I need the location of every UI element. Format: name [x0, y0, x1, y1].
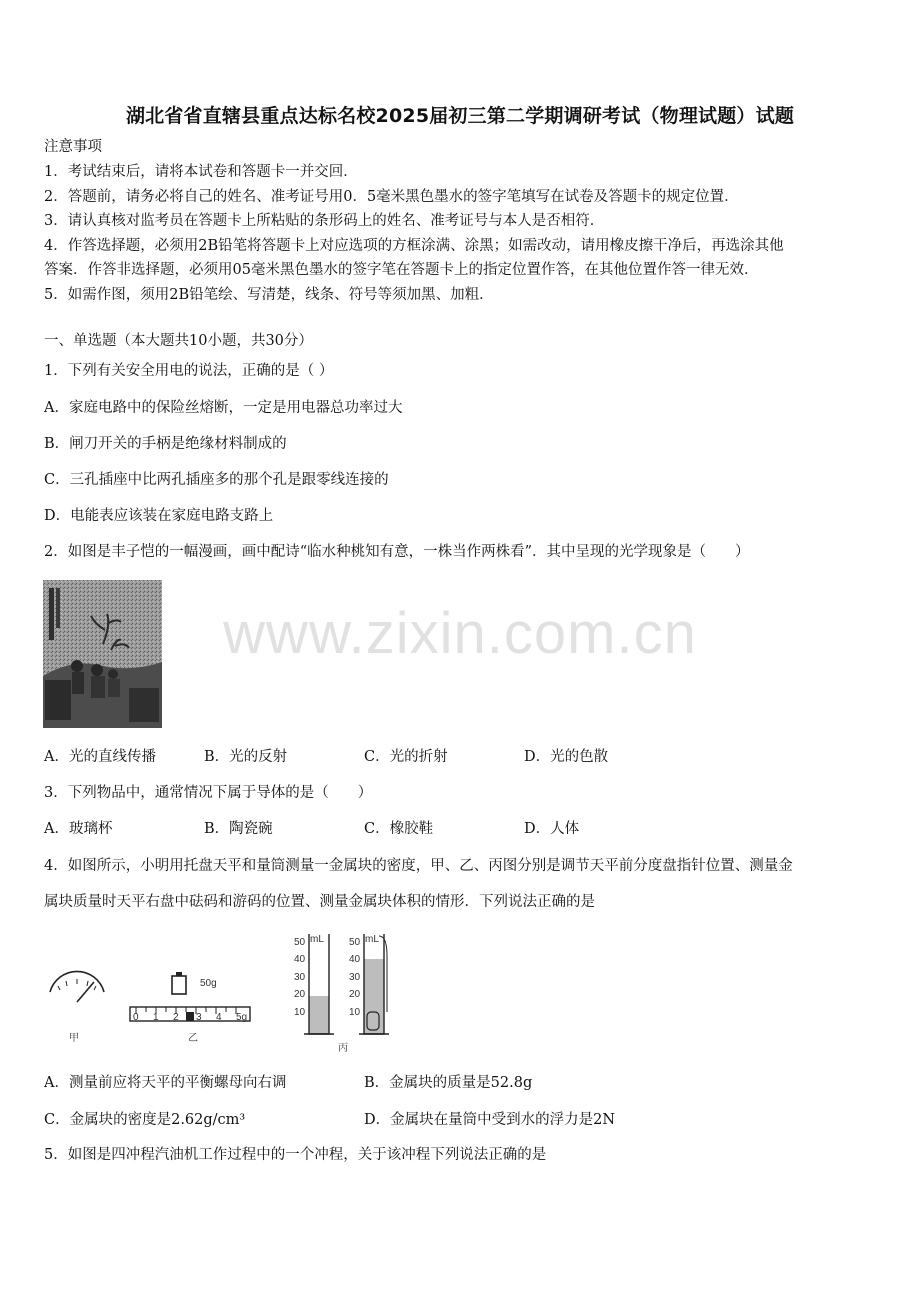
cylinder-unit: mL: [310, 934, 324, 945]
label-yi: 乙: [188, 1033, 198, 1044]
weight-label: 50g: [200, 978, 217, 989]
notice-item: 5．如需作图，须用2B铅笔绘、写清楚，线条、符号等须加黑、加粗．: [44, 287, 494, 303]
notice-item: 1．考试结束后，请将本试卷和答题卡一并交回．: [44, 164, 358, 180]
question-3-stem: 3．下列物品中，通常情况下属于导体的是（ ）: [44, 785, 373, 801]
question-5-stem: 5．如图是四冲程汽油机工作过程中的一个冲程，关于该冲程下列说法正确的是: [44, 1147, 547, 1163]
scale-dial-diagram: [50, 971, 104, 1044]
ruler-tick: 1: [153, 1012, 159, 1023]
question-2-option-b: B．光的反射: [204, 749, 288, 765]
section-heading: 一、单选题（本大题共10小题，共30分）: [44, 333, 313, 349]
notice-item: 3．请认真核对监考员在答题卡上所粘贴的条形码上的姓名、准考证号与本人是否相符．: [44, 213, 605, 229]
page-title: 湖北省省直辖县重点达标名校2025届初三第二学期调研考试（物理试题）试题: [125, 105, 795, 127]
question-4-stem-line1: 4．如图所示，小明用托盘天平和量筒测量一金属块的密度，甲、乙、丙图分别是调节天平前分度盘指针位置、测量金: [44, 858, 793, 874]
weight-ruler-diagram: [130, 972, 250, 1044]
cylinder-tick: 10: [294, 1007, 306, 1018]
ruler-tick: 0: [133, 1012, 139, 1023]
graduated-cylinders-diagram: [294, 934, 389, 1054]
ruler-tick: 3: [196, 1012, 202, 1023]
question-1-option-c: C．三孔插座中比两孔插座多的那个孔是跟零线连接的: [44, 472, 389, 488]
question-3-option-a: A．玻璃杯: [44, 821, 113, 837]
notice-item: 答案．作答非选择题，必须用05毫米黑色墨水的签字笔在答题卡上的指定位置作答，在其他位置作答一律无效．: [44, 262, 759, 278]
question-4-option-a: A．测量前应将天平的平衡螺母向右调: [44, 1075, 287, 1091]
cylinder-unit: mL: [365, 934, 379, 945]
question-2-stem: 2．如图是丰子恺的一幅漫画，画中配诗“临水种桃知有意，一株当作两株看”．其中呈现的光学现象是（ ）: [44, 544, 750, 560]
notice-item: 4．作答选择题，必须用2B铅笔将答题卡上对应选项的方框涂满、涂黑；如需改动，请用橡皮擦干净后，再选涂其他: [44, 238, 784, 254]
cylinder-tick: 20: [294, 989, 306, 1000]
cylinder-tick: 50: [294, 937, 306, 948]
question-4-option-c: C．金属块的密度是2.62g/cm³: [44, 1112, 246, 1128]
question-2-option-c: C．光的折射: [364, 749, 448, 765]
cylinder-tick: 50: [349, 937, 361, 948]
cylinder-tick: 10: [349, 1007, 361, 1018]
question-3-option-c: C．橡胶鞋: [364, 821, 434, 837]
notice-item: 2．答题前，请务必将自己的姓名、准考证号用0．5毫米黑色墨水的签字笔填写在试卷及答题卡的规定位置．: [44, 189, 739, 205]
cylinder-tick: 40: [349, 954, 361, 965]
question-1-option-d: D．电能表应该装在家庭电路支路上: [44, 508, 274, 524]
question-1-option-a: A．家庭电路中的保险丝熔断，一定是用电器总功率过大: [44, 400, 403, 416]
ruler-tick: 4: [216, 1012, 222, 1023]
notice-heading: 注意事项: [44, 139, 102, 155]
cylinder-tick: 20: [349, 989, 361, 1000]
question-4-option-d: D．金属块在量筒中受到水的浮力是2N: [364, 1112, 616, 1128]
question-1-stem: 1．下列有关安全用电的说法，正确的是（ ）: [44, 363, 334, 379]
question-4-option-b: B．金属块的质量是52.8g: [364, 1075, 533, 1091]
cylinder-tick: 30: [349, 972, 361, 983]
question-2-option-a: A．光的直线传播: [44, 749, 156, 765]
ruler-tick: 2: [173, 1012, 179, 1023]
question-1-option-b: B．闸刀开关的手柄是绝缘材料制成的: [44, 436, 287, 452]
cylinder-tick: 40: [294, 954, 306, 965]
ruler-tick: 5g: [236, 1012, 248, 1023]
cylinder-tick: 30: [294, 972, 306, 983]
question-3-option-d: D．人体: [524, 821, 580, 837]
balance-cylinder-figure: [40, 928, 400, 1056]
watermark: www.zixin.com.cn: [223, 601, 697, 666]
label-bing: 丙: [338, 1043, 348, 1054]
question-2-option-d: D．光的色散: [524, 749, 609, 765]
question-4-stem-line2: 属块质量时天平右盘中砝码和游码的位置、测量金属块体积的情形．下列说法正确的是: [44, 894, 595, 910]
label-jia: 甲: [69, 1033, 79, 1044]
question-3-option-b: B．陶瓷碗: [204, 821, 273, 837]
